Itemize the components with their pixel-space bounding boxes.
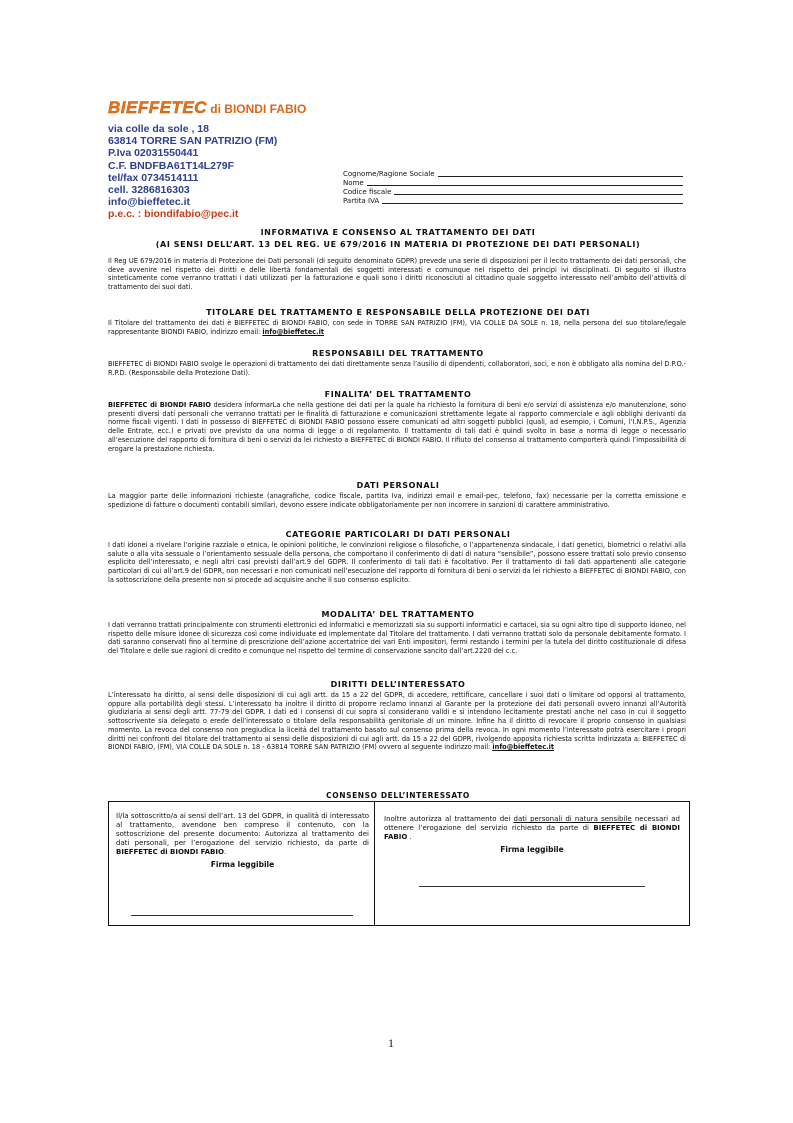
responsabili-paragraph: BIEFFETEC di BIONDI FABIO svolge le operazioni di trattamento dei dati direttamente senza l’ausilio di dipendenti, collaboratori, soci, e non è obbligato alla nomina del D.P.O.-R.P.D. (Responsabile della Protezione Dati). <box>108 360 686 377</box>
signature-line-left[interactable] <box>131 915 353 916</box>
titolare-paragraph: Il Titolare del trattamento dei dati è BIEFFETEC di BIONDI FABIO, con sede in TORRE SAN PATRIZIO (FM), VIA COLLE DA SOLE n. 18, nella persona del suo titolare/legale rappresentante BIONDI FABIO, indirizzo email: info@bieffetec.it <box>108 319 686 336</box>
company-vat: P.Iva 02031550441 <box>108 147 199 160</box>
categorie-heading: CATEGORIE PARTICOLARI DI DATI PERSONALI <box>285 530 511 539</box>
consent-left-panel <box>116 812 369 869</box>
consent-right-panel <box>384 815 680 854</box>
field-codice-fiscale[interactable]: Codice fiscale <box>343 188 683 197</box>
document-title: INFORMATIVA E CONSENSO AL TRATTAMENTO DEI DATI <box>260 228 536 237</box>
company-phone: tel/fax 0734514111 <box>108 171 199 184</box>
signature-label-left: Firma leggibile <box>210 860 275 869</box>
company-email-link[interactable]: info@bieffetec.it <box>108 196 190 209</box>
sensitive-data-link[interactable]: dati personali di natura sensibile <box>513 815 632 823</box>
signature-label-right: Firma leggibile <box>500 845 564 854</box>
document-subtitle: (AI SENSI DELL’ART. 13 DEL REG. UE 679/2016 IN MATERIA DI PROTEZIONE DEI DATI PERSONALI) <box>155 240 641 249</box>
brand-name: BIEFFETEC <box>108 98 207 117</box>
company-header <box>108 98 348 221</box>
company-address: via colle da sole , 18 <box>108 123 209 135</box>
responsabili-heading: RESPONSABILI DEL TRATTAMENTO <box>312 349 484 358</box>
diritti-heading: DIRITTI DELL’INTERESSATO <box>330 680 466 689</box>
dati-personali-heading: DATI PERSONALI <box>356 481 440 490</box>
titolare-email-link[interactable]: info@bieffetec.it <box>262 327 325 336</box>
titolare-heading: TITOLARE DEL TRATTAMENTO E RESPONSABILE DELLA PROTEZIONE DEI DATI <box>206 308 590 317</box>
page-number: 1 <box>388 1036 394 1050</box>
field-partita-iva[interactable]: Partita IVA <box>343 197 683 206</box>
company-logo <box>108 98 348 118</box>
finalita-paragraph: BIEFFETEC di BIONDI FABIO desidera informarLa che nella gestione dei dati per la quale ha richiesto la fornitura di beni e/o servizi di assistenza e/o manutenzione, sono presenti diversi dati personali che verranno trattati per le finalità di fatturazione e comunicazioni strettamente legate al rapporto commerciale e agli obblighi derivanti da norme fiscali vigenti. I dati in possesso di BIEFFETEC di BIONDI FABIO possono essere comunicati ad altri soggetti pubblici (quali, ad esempio, i Comuni, l’I.N.P.S., Agenzia delle Entrate, ecc.) e privati ove previsto da una norma di legge o di regolamento. Il trattamento di tali dati è quindi svolto in base a norma di legge o necessario all’esecuzione del rapporto di fornitura di beni o servizi da lei richiesto a BIEFFETEC di BIONDI FABIO. Il rifiuto del consenso al trattamento comporterà quindi l’impossibilità di erogare la prestazione richiesta. <box>108 401 686 453</box>
brand-suffix: di BIONDI FABIO <box>206 102 307 116</box>
consent-right-text: Inoltre autorizza al trattamento dei dati personali di natura sensibile necessari ad ottenere l’erogazione del servizio richiesto da parte di BIEFFETEC di BIONDI FABIO . <box>384 815 680 841</box>
signature-line-right[interactable] <box>419 886 645 887</box>
company-city: 63814 TORRE SAN PATRIZIO (FM) <box>108 135 278 148</box>
consent-left-text: Il/la sottoscritto/a ai sensi dell’art. 13 del GDPR, in qualità di interessato al trattamento, avendone ben compreso il contenuto, con la sottoscrizione del presente documento: Autorizza al trattamento dei dati personali, per l’erogazione del servizio richiesto, da parte di BIEFFETEC di BIONDI FABIO. <box>116 812 369 856</box>
field-nome[interactable]: Nome <box>343 179 683 188</box>
company-tax-code: C.F. BNDFBA61T14L279F <box>108 159 235 172</box>
diritti-email-link[interactable]: info@bieffetec.it <box>492 743 555 752</box>
field-ragione-sociale[interactable]: Cognome/Ragione Sociale <box>343 170 683 179</box>
company-pec: p.e.c. : biondifabio@pec.it <box>108 208 239 221</box>
client-fields <box>343 170 683 206</box>
categorie-paragraph: I dati idonei a rivelare l’origine razziale o etnica, le opinioni politiche, le convinzioni religiose o filosofiche, o l’appartenenza sindacale, i dati genetici, biometrici o relativi alla salute o alla vita sessuale o l’orientamento sessuale della persona, che comportano il conferimento di dati di natura “sensibile”, possono essere trattati solo previo consenso esplicito dell’interessato, e negli altri casi previsti dall’art.9 del GDPR. Il conferimento di tali dati è facoltativo. Per il trattamento di tali dati appartenenti alle categorie particolari di cui all’art.9 del GDPR, non necessari e non comunicati nell’esecuzione del rapporto di fornitura di beni o servizi da lei richiesto a BIEFFETEC di BIONDI FABIO, con la sottoscrizione della presente non si procede ad acquisire anche il suo consenso esplicito. <box>108 541 686 584</box>
modalita-paragraph: I dati verranno trattati principalmente con strumenti elettronici ed informatici e memorizzati sia su supporti informatici e cartacei, sia su ogni altro tipo di supporto idoneo, nel rispetto delle misure idonee di sicurezza così come individuate ed implementate dal Titolare del trattamento. I dati verranno trattati solo da personale debitamente formato. I dati saranno conservati fino al termine di prescrizione dell’azione accertatrice dei vari Enti impositori, fermi restando i termini per la tutela del diritto costituzionale di difesa del Titolare e delle sue ragioni di credito e comunque nel rispetto del termine di conservazione sancito dall’art.2220 del c.c. <box>108 621 686 656</box>
dati-personali-paragraph: La maggior parte delle informazioni richieste (anagrafiche, codice fiscale, partita Iva, indirizzi email e email-pec, telefono, fax) necessarie per la corretta emissione e spedizione di fatture o documenti contabili similari, devono essere indicate obbligatoriamente per non incorrere in sanzioni di carattere amministrativo. <box>108 492 686 509</box>
modalita-heading: MODALITA’ DEL TRATTAMENTO <box>321 610 475 619</box>
consent-divider <box>374 801 375 925</box>
intro-paragraph: Il Reg UE 679/2016 in materia di Protezione dei Dati personali (di seguito denominato GDPR) prevede una serie di disposizioni per il lecito trattamento dei dati personali, che deve avvenire nel rispetto dei diritti e delle libertà fondamentali dei soggetti interessati e comunque nel rispetto dei principi ivi disciplinati. Di seguito si illustra sinteticamente come verranno trattati i dati utilizzati per la fatturazione e quali sono i diritti riconosciuti al cittadino quale soggetto interessato nell’ambito dell’attività di trattamento dei suoi dati. <box>108 257 686 292</box>
company-mobile: cell. 3286816303 <box>108 184 190 197</box>
consenso-heading: CONSENSO DELL’INTERESSATO <box>326 791 470 800</box>
finalita-heading: FINALITA’ DEL TRATTAMENTO <box>324 390 472 399</box>
diritti-paragraph: L’interessato ha diritto, ai sensi delle disposizioni di cui agli artt. da 15 a 22 del GDPR, di accedere, rettificare, cancellare i suoi dati o limitare od opporsi al trattamento, oppure alla portabilità degli stessi. L’interessato ha inoltre il diritto di proporre reclamo innanzi al Garante per la protezione dei dati personali ovvero innanzi all’Autorità giudiziaria ai sensi degli artt. 77-79 del GDPR. I dati ed i consensi di cui sopra si considerano validi e si intendono lecitamente prestati anche nel caso in cui il soggetto sottoscrivente sia delegato o erede dell’interessato o titolare della responsabilità genitoriale di un minore. Infine ha il diritto di revocare il proprio consenso in qualsiasi momento. La revoca del consenso non pregiudica la liceità del trattamento basato sul consenso prima della revoca. In ogni momento l’interessato potrà esercitare i propri diritti nei confronti del titolare del trattamento ai sensi delle disposizioni di cui agli artt. da 15 a 22 del GDPR, rivolgendo apposita richiesta scritta indirizzata a: BIEFFETEC di BIONDI FABIO, (FM), VIA COLLE DA SOLE n. 18 - 63814 TORRE SAN PATRIZIO (FM) ovvero al seguente indirizzo mail: info@bieffetec.it <box>108 691 686 752</box>
